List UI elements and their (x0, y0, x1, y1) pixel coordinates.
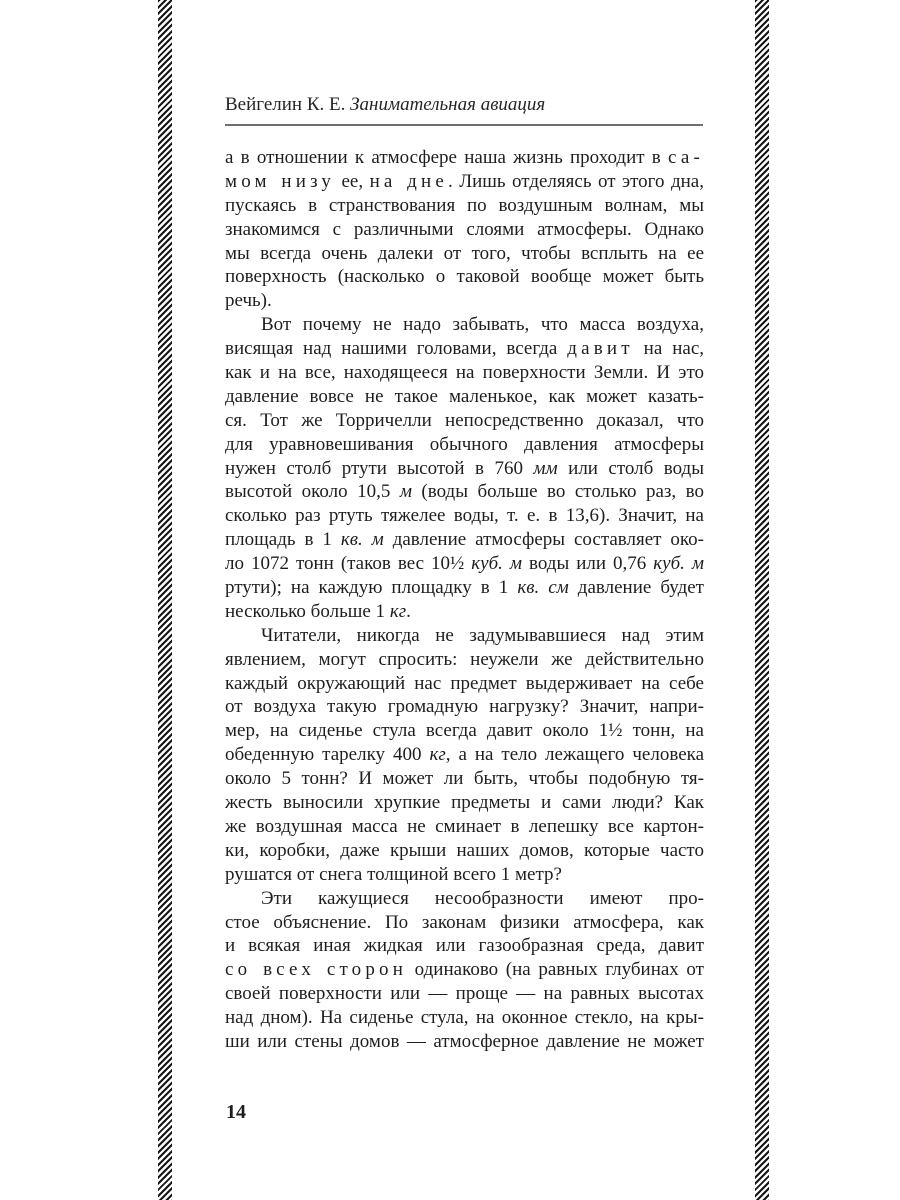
text-line (225, 313, 704, 337)
text-line (225, 361, 704, 385)
text-line (225, 839, 704, 863)
text-line (225, 504, 704, 528)
letterspaced-text-segment: давит (567, 338, 634, 360)
italic-text-segment: кг (389, 600, 407, 622)
text-segment: около 5 тонн? И может ли быть, чтобы подобную тя- (225, 768, 704, 790)
italic-text-segment: кв. см (517, 577, 569, 599)
text-segment: а в отношении к атмосфере наша жизнь проходит в (225, 147, 669, 168)
text-line (225, 1030, 704, 1054)
paragraph (225, 887, 704, 1054)
text-segment: же воздушная масса не сминает в лепешку все картон- (225, 815, 704, 837)
text-segment: . (406, 600, 411, 622)
text-segment: жесть выносили хрупкие предметы и сами люди? Как (225, 792, 704, 814)
text-line (225, 218, 704, 242)
text-line (225, 887, 704, 911)
running-head-rule (225, 124, 703, 126)
text-segment: пускаясь в странствования по воздушным волнам, мы (225, 194, 704, 216)
text-line (225, 409, 704, 433)
text-segment: ее, (335, 170, 370, 192)
text-line (225, 815, 704, 839)
text-line (225, 743, 704, 767)
paragraph (225, 313, 704, 624)
text-segment: Читатели, никогда не задумывавшиеся над этим (261, 624, 704, 646)
text-segment: над дном). На сиденье стула, на оконное стекло, на кры- (225, 1007, 704, 1029)
running-head (225, 94, 704, 116)
text-segment: своей поверхности или — проще — на равных высотах (225, 983, 704, 1005)
text-segment: сколько раз ртуть тяжелее воды, т. е. в 13,6). Значит, на (225, 505, 704, 527)
text-segment: висящая над нашими головами, всегда (225, 338, 568, 360)
text-line (225, 600, 704, 624)
text-line (225, 982, 704, 1006)
text-line (225, 528, 704, 552)
right-hatch-border (755, 0, 769, 1200)
text-segment: поверхность (насколько о таковой вообще может быть (225, 266, 704, 288)
text-line (225, 194, 704, 218)
text-segment: воды или 0,76 (522, 553, 654, 575)
text-segment: стое объяснение. По законам физики атмосфера, как (225, 911, 704, 933)
text-segment: (воды больше во столько раз, во (411, 481, 704, 503)
text-line (225, 1006, 704, 1030)
italic-text-segment: мм (533, 457, 558, 479)
text-segment: от воздуха такую громадную нагрузку? Значит, напри- (225, 696, 704, 718)
text-segment: речь). (225, 290, 272, 312)
text-line (225, 337, 704, 361)
text-line (225, 385, 704, 409)
text-line (225, 791, 704, 815)
letterspaced-text-segment: мом низу (225, 170, 336, 192)
text-segment: несколько больше 1 (225, 600, 390, 622)
text-line (225, 958, 704, 982)
text-segment: высотой около 10,5 (225, 481, 400, 503)
letterspaced-text-segment: са- (668, 147, 704, 168)
text-segment: или столб воды (557, 457, 704, 479)
text-segment: . Лишь отделяясь от этого дна, (448, 170, 704, 192)
text-segment: для уравновешивания обычного давления атмосферы (225, 433, 704, 455)
text-segment: площадь в 1 (225, 529, 341, 551)
italic-text-segment: куб. м (653, 553, 704, 575)
body-text (225, 146, 704, 1054)
text-segment: одинаково (на равных глубинах от (407, 959, 704, 981)
text-segment: ся. Тот же Торричелли непосредственно доказал, что (225, 409, 704, 431)
text-segment: мер, на сиденье стула всегда давит около 1½ тонн, на (225, 720, 704, 742)
text-line (225, 695, 704, 719)
running-head-title: Занимательная авиация (350, 94, 546, 115)
text-line (225, 672, 704, 696)
text-line (225, 170, 704, 194)
text-segment: Вот почему не надо забывать, что масса воздуха, (261, 314, 704, 336)
text-segment: , а на тело лежащего человека (445, 744, 704, 766)
left-hatch-border (158, 0, 172, 1200)
text-line (225, 767, 704, 791)
text-line (225, 146, 704, 170)
text-segment: ки, коробки, даже крыши наших домов, которые часто (225, 839, 704, 861)
text-segment: ло 1072 тонн (таков вес 10½ (225, 553, 472, 575)
italic-text-segment: куб. м (471, 553, 523, 575)
text-segment: рушатся от снега толщиной всего 1 метр? (225, 863, 562, 885)
text-line (225, 934, 704, 958)
text-segment: обеденную тарелку 400 (225, 744, 430, 766)
text-segment: Эти кажущиеся несообразности имеют про- (261, 887, 704, 909)
text-line (225, 719, 704, 743)
text-line (225, 242, 704, 266)
text-line (225, 480, 704, 504)
text-segment: мы всегда очень далеки от того, чтобы всплыть на ее (225, 242, 704, 264)
italic-text-segment: м (399, 481, 412, 503)
italic-text-segment: кг (429, 744, 446, 766)
text-line (225, 576, 704, 600)
text-segment: на нас, (633, 338, 704, 360)
text-line (225, 911, 704, 935)
running-head-author: Вейгелин К. Е. (225, 94, 346, 115)
text-line (225, 457, 704, 481)
text-segment: и всякая иная жидкая или газообразная среда, давит (225, 935, 704, 957)
text-line (225, 265, 704, 289)
letterspaced-text-segment: со всех сторон (225, 959, 408, 981)
letterspaced-text-segment: на дне (369, 170, 448, 192)
text-segment: каждый окружающий нас предмет выдерживает на себе (225, 672, 704, 694)
text-segment: ртути); на каждую площадку в 1 (225, 577, 518, 599)
text-segment: как и на все, находящееся на поверхности Земли. И это (225, 362, 704, 384)
italic-text-segment: кв. м (340, 529, 384, 551)
paragraph (225, 146, 704, 313)
text-segment: давление вовсе не такое маленькое, как может казать- (225, 385, 704, 407)
text-line (225, 624, 704, 648)
text-segment: давление будет (568, 577, 704, 599)
paragraph (225, 624, 704, 887)
text-segment: явлением, могут спросить: неужели же действительно (225, 648, 704, 670)
text-line (225, 289, 704, 313)
text-segment: нужен столб ртути высотой в 760 (225, 457, 534, 479)
text-line (225, 648, 704, 672)
text-line (225, 552, 704, 576)
text-segment: знакомимся с различными слоями атмосферы. Однако (225, 218, 704, 240)
text-segment: давление атмосферы составляет око- (383, 529, 704, 551)
page-number: 14 (226, 1101, 246, 1123)
text-segment: ши или стены домов — атмосферное давление не может (225, 1030, 704, 1052)
text-line (225, 863, 704, 887)
text-line (225, 433, 704, 457)
